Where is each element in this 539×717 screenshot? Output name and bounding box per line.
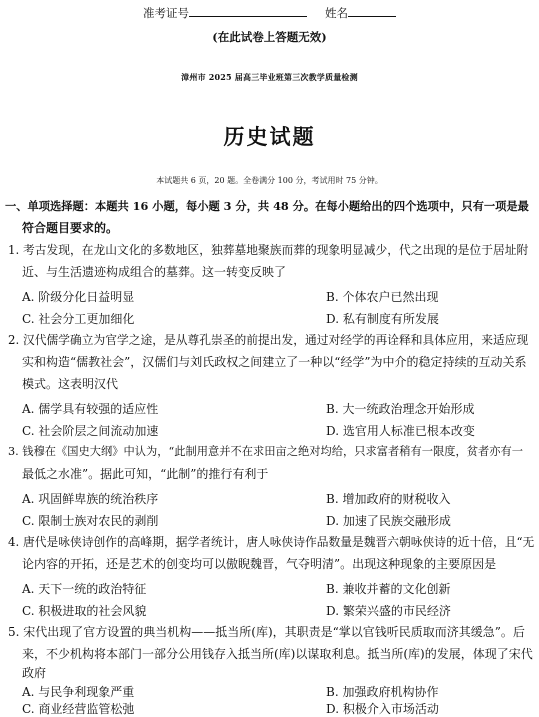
question-4-line-1: 4. 唐代是咏侠诗创作的高峰期，据学者统计，唐人咏侠诗作品数量是魏晋六朝咏侠诗的近十倍，且“无 (8, 535, 535, 549)
question-5-line-1: 5. 宋代出现了官方设置的典当机构——抵当所(库)，其职责是“掌以官钱听民质取而济其缓急”。后 (8, 625, 525, 639)
question-5-line-3: 政府 (22, 666, 47, 680)
q3-option-c[interactable]: C. 限制士族对农民的剥削 (22, 514, 159, 528)
section-instruction-line-1: 一、单项选择题：本题共 16 小题，每小题 3 分，共 48 分。在每小题给出的四个选项中，只有一项是最 (5, 199, 529, 213)
q5-option-d[interactable]: D. 积极介入市场活动 (326, 702, 439, 716)
question-2-line-3: 模式。这表明汉代 (22, 377, 119, 391)
q5-option-a[interactable]: A. 与民争利现象严重 (22, 685, 135, 699)
q1-option-c[interactable]: C. 社会分工更加细化 (22, 312, 135, 326)
question-3-line-1: 3. 钱穆在《国史大纲》中认为，“此制用意并不在求田亩之绝对均给，只求富者稍有一限度，贫者亦有一 (8, 445, 524, 458)
question-3-line-2: 最低之水准”。据此可知，“此制”的推行有利于 (22, 467, 269, 481)
q4-option-b[interactable]: B. 兼收并蓄的文化创新 (326, 582, 451, 596)
q2-option-a[interactable]: A. 儒学具有较强的适应性 (22, 402, 159, 416)
subject-title: 历史试题 (223, 124, 316, 149)
q3-option-b[interactable]: B. 增加政府的财税收入 (326, 492, 451, 506)
q3-option-d[interactable]: D. 加速了民族交融形成 (326, 514, 451, 528)
q2-option-d[interactable]: D. 选官用人标准已根本改变 (326, 424, 475, 438)
q1-option-a[interactable]: A. 阶级分化日益明显 (22, 290, 135, 304)
q2-option-c[interactable]: C. 社会阶层之间流动加速 (22, 424, 159, 438)
q3-option-a[interactable]: A. 巩固鲜卑族的统治秩序 (22, 492, 159, 506)
question-2-line-2: 实和构造“儒教社会”，汉儒们与刘氏政权之间建立了一种以“经学”为中介的稳定持续的互动关系 (22, 355, 527, 369)
name-label: 姓名 (325, 6, 348, 20)
exam-title: 漳州市 2025 届高三毕业班第三次教学质量检测 (181, 72, 358, 82)
candidate-info-line (0, 4, 539, 21)
q2-option-b[interactable]: B. 大一统政治理念开始形成 (326, 402, 475, 416)
question-2-line-1: 2. 汉代儒学确立为官学之途，是从尊孔崇圣的前提出发，通过对经学的再诠释和具体应用，来适应现 (8, 333, 529, 347)
q4-option-a[interactable]: A. 天下一统的政治特征 (22, 582, 147, 596)
question-1-line-2: 近、与生活遗迹构成组合的墓葬。这一转变反映了 (22, 265, 287, 279)
q1-option-b[interactable]: B. 个体农户已然出现 (326, 290, 439, 304)
question-5-line-2: 来，不少机构将本部门一部分公用钱存入抵当所(库)以谋取利息。抵当所(库)的发展，体现了宋代 (22, 647, 533, 661)
question-1-line-1: 1. 考古发现，在龙山文化的多数地区，独葬墓地聚族而葬的现象明显减少，代之出现的是位于居址附 (8, 243, 529, 257)
q5-option-c[interactable]: C. 商业经营监管松弛 (22, 702, 135, 716)
answer-notice: (在此试卷上答题无效) (212, 30, 327, 44)
q5-option-b[interactable]: B. 加强政府机构协作 (326, 685, 439, 699)
q4-option-d[interactable]: D. 繁荣兴盛的市民经济 (326, 604, 451, 618)
question-4-line-2: 论内容的开拓，还是艺术的创变均可以傲睨魏晋，气夺明清”。出现这种现象的主要原因是 (22, 557, 497, 571)
name-blank (348, 4, 396, 17)
q4-option-c[interactable]: C. 积极进取的社会风貌 (22, 604, 147, 618)
exam-info: 本试题共 6 页，20 题。全卷满分 100 分，考试用时 75 分钟。 (156, 176, 383, 185)
section-instruction-line-2: 符合题目要求的。 (22, 221, 119, 235)
ticket-number-blank (189, 4, 307, 17)
q1-option-d[interactable]: D. 私有制度有所发展 (326, 312, 439, 326)
ticket-number-label: 准考证号 (143, 6, 189, 20)
